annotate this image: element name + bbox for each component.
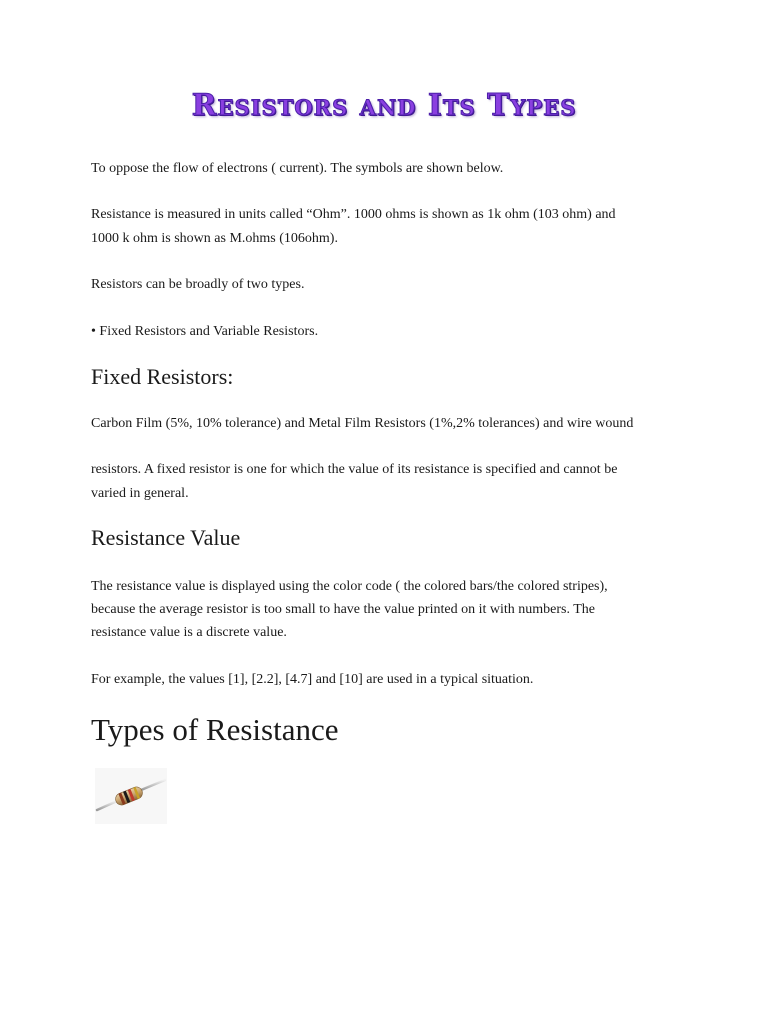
measurement-line-2: 1000 k ohm is shown as M.ohms (106ohm). [91,231,338,246]
value-line-3: resistance value is a discrete value. [91,625,287,640]
fixed-resistors-heading: Fixed Resistors: [91,364,234,389]
measurement-line-1: Resistance is measured in units called “Ohm”. 1000 ohms is shown as 1k ohm (103 ohm) and [91,207,616,222]
fixed-line-2: resistors. A fixed resistor is one for which the value of its resistance is specified and cannot be [91,462,618,477]
resistance-value-heading: Resistance Value [91,525,241,550]
title-container [0,88,768,124]
resistor-photo-icon [95,768,167,824]
intro-paragraph: To oppose the flow of electrons ( current). The symbols are shown below. [91,161,504,176]
types-bullet: • Fixed Resistors and Variable Resistors. [91,324,319,339]
fixed-line-1: Carbon Film (5%, 10% tolerance) and Metal Film Resistors (1%,2% tolerances) and wire wound [91,416,634,431]
fixed-line-3: varied in general. [91,486,189,501]
value-line-2: because the average resistor is too small to have the value printed on it with numbers. The [91,602,595,617]
types-of-resistance-heading: Types of Resistance [91,712,339,747]
value-line-1: The resistance value is displayed using the color code ( the colored bars/the colored stripes), [91,579,608,594]
document-title: Resistors and Its Types [191,88,577,123]
types-intro-paragraph: Resistors can be broadly of two types. [91,277,305,292]
example-paragraph: For example, the values [1], [2.2], [4.7] and [10] are used in a typical situation. [91,672,534,687]
